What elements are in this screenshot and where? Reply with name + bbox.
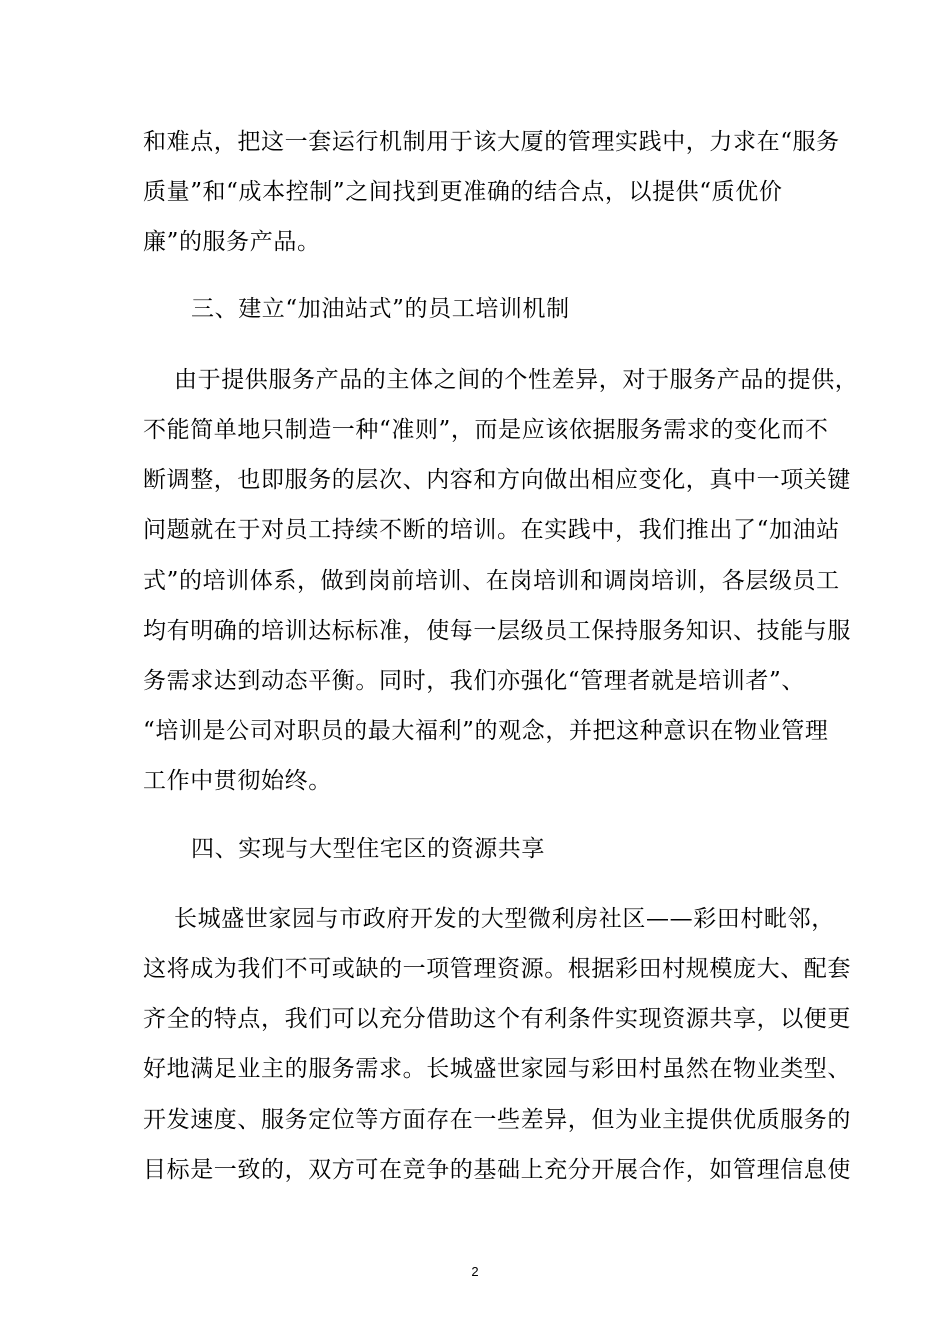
paragraph-line: 齐全的特点，我们可以充分借助这个有利条件实现资源共享，以便更 xyxy=(143,1006,851,1032)
paragraph-line: 问题就在于对员工持续不断的培训。在实践中，我们推出了“加油站 xyxy=(143,517,840,543)
paragraph-line: 由于提供服务产品的主体之间的个性差异，对于服务产品的提供， xyxy=(174,367,859,393)
paragraph-line: 廉”的服务产品。 xyxy=(143,229,321,255)
paragraph-line: 目标是一致的，双方可在竞争的基础上充分开展合作，如管理信息使 xyxy=(143,1157,851,1183)
paragraph-line: 好地满足业主的服务需求。长城盛世家园与彩田村虽然在物业类型、 xyxy=(143,1056,851,1082)
section-heading: 四、实现与大型住宅区的资源共享 xyxy=(191,836,545,862)
paragraph-line: “培训是公司对职员的最大福利”的观念，并把这种意识在物业管理 xyxy=(143,718,829,744)
paragraph-line: 务需求达到动态平衡。同时，我们亦强化“管理者就是培训者”、 xyxy=(143,668,805,694)
paragraph-line: 这将成为我们不可或缺的一项管理资源。根据彩田村规模庞大、配套 xyxy=(143,956,851,982)
paragraph-line: 不能简单地只制造一种“准则”，而是应该依据服务需求的变化而不 xyxy=(143,417,829,443)
section-heading: 三、建立“加油站式”的员工培训机制 xyxy=(191,296,570,322)
paragraph-line: 质量”和“成本控制”之间找到更准确的结合点，以提供“质优价 xyxy=(143,179,783,205)
page-number: 2 xyxy=(471,1264,479,1279)
paragraph-line: 断调整，也即服务的层次、内容和方向做出相应变化，真中一项关键 xyxy=(143,467,851,493)
paragraph-line: 长城盛世家园与市政府开发的大型微利房社区——彩田村毗邻， xyxy=(174,906,835,932)
paragraph-line: 和难点，把这一套运行机制用于该大厦的管理实践中，力求在“服务 xyxy=(143,129,840,155)
paragraph-line: 式”的培训体系，做到岗前培训、在岗培训和调岗培训，各层级员工 xyxy=(143,568,840,594)
paragraph-line: 工作中贯彻始终。 xyxy=(143,768,332,794)
paragraph-line: 开发速度、服务定位等方面存在一些差异，但为业主提供优质服务的 xyxy=(143,1107,851,1133)
paragraph-line: 均有明确的培训达标标准，使每一层级员工保持服务知识、技能与服 xyxy=(143,618,851,644)
